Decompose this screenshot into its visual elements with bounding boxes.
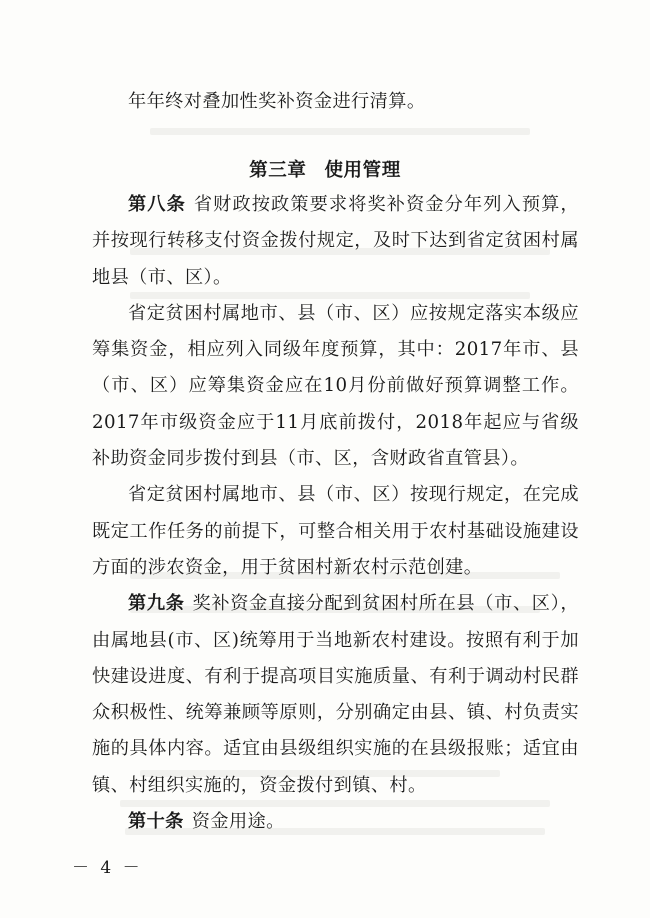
article-8-paragraph-3: 省定贫困村属地市、县（市、区）按现行规定，在完成既定工作任务的前提下，可整合相关用于农村基础设施建设方面的涉农资金，用于贫困村新农村示范创建。	[92, 484, 579, 578]
article-9-label: 第九条	[128, 593, 185, 615]
chapter-number: 第三章	[249, 160, 307, 181]
article-10-paragraph-1: 第十条 资金用途。	[128, 811, 285, 833]
article-8-label: 第八条	[128, 194, 186, 215]
chapter-name: 使用管理	[324, 160, 401, 181]
chapter-heading	[0, 156, 650, 182]
bleed-mark	[150, 128, 530, 135]
article-8-paragraph-1: 第八条 省财政按政策要求将奖补资金分年列入预算，并按现行转移支付资金拨付规定，及时下达到省定贫困村属地县（市、区）。	[92, 194, 579, 288]
article-8-paragraph-2: 省定贫困村属地市、县（市、区）应按规定落实本级应筹集资金，相应列入同级年度预算，其中：2017年市、县（市、区）应筹集资金应在10月份前做好预算调整工作。2017年市级资金应于11月底前拨付，2018年起应与省级补助资金同步拨付到县（市、区，含财政省直管县）。	[92, 302, 579, 470]
page-number: － 4 －	[72, 858, 143, 878]
article-10-label: 第十条	[128, 811, 184, 833]
article-9-paragraph-1: 第九条 奖补资金直接分配到贫困村所在县（市、区），由属地县(市、区)统筹用于当地新农村建设。按照有利于加快建设进度、有利于提高项目实施质量、有利于调动村民群众积极性、统筹兼顾等原则，分别确定由县、镇、村负责实施的具体内容。适宜由县级组织实施的在县级报账；适宜由镇、村组织实施的，资金拨付到镇、村。	[92, 593, 579, 796]
continuation-text	[92, 84, 579, 120]
paragraph: 年年终对叠加性奖补资金进行清算。	[128, 91, 426, 112]
body-text	[92, 187, 579, 840]
